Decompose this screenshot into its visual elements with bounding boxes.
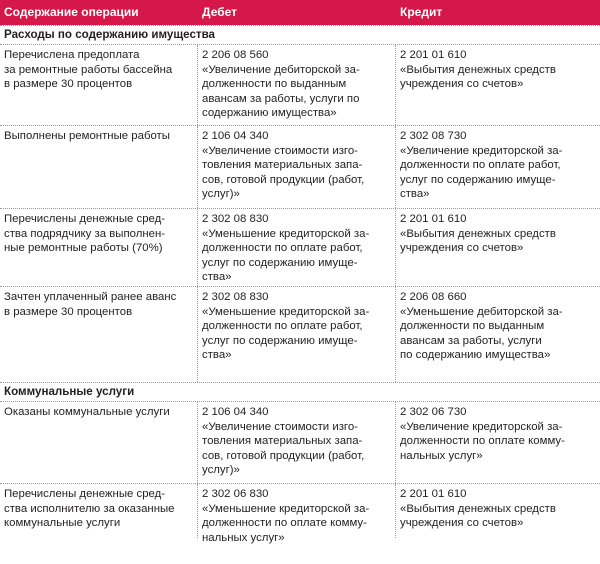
credit-cell: 2 201 01 610 «Выбытия денежных средств учреждения со счетов» bbox=[400, 49, 556, 91]
table-row bbox=[0, 401, 600, 483]
header-operation: Содержание операции bbox=[4, 5, 139, 19]
operation-cell: Перечислены денежные сред- ства подрядчику за выполнен- ные ремонтные работы (70%) bbox=[0, 209, 198, 286]
table-row bbox=[0, 208, 600, 286]
table-header bbox=[0, 0, 600, 25]
debit-cell: 2 302 06 830 «Уменьшение кредиторской за- долженности по оплате комму- нальных услуг» bbox=[198, 484, 396, 538]
debit-cell: 2 206 08 560 «Увеличение дебиторской за- долженности по выданным авансам за работы, услуги по содержанию имущества» bbox=[198, 45, 396, 125]
table-row bbox=[0, 286, 600, 382]
header-debit: Дебет bbox=[202, 5, 238, 19]
credit-cell: 2 201 01 610 «Выбытия денежных средств учреждения со счетов» bbox=[400, 488, 556, 530]
operation-cell: Перечислена предоплата за ремонтные работы бассейна в размере 30 процентов bbox=[0, 45, 198, 125]
operation-cell: Оказаны коммунальные услуги bbox=[0, 402, 198, 483]
operation-cell: Зачтен уплаченный ранее аванс в размере 30 процентов bbox=[0, 287, 198, 382]
operation-cell: Выполнены ремонтные работы bbox=[0, 126, 198, 208]
header-credit: Кредит bbox=[400, 5, 443, 19]
section-title-row bbox=[0, 25, 600, 44]
credit-cell: 2 201 01 610 «Выбытия денежных средств учреждения со счетов» bbox=[400, 213, 556, 255]
debit-cell: 2 106 04 340 «Увеличение стоимости изго- товления материальных запа- сов, готовой продукции (работ, услуг)» bbox=[198, 402, 396, 483]
operation-cell: Перечислены денежные сред- ства исполнителю за оказанные коммунальные услуги bbox=[0, 484, 198, 538]
debit-cell: 2 302 08 830 «Уменьшение кредиторской за- долженности по оплате работ, услуг по содержанию имуще- ства» bbox=[198, 287, 396, 382]
table-row bbox=[0, 125, 600, 208]
section-title-row bbox=[0, 382, 600, 401]
credit-cell: 2 206 08 660 «Уменьшение дебиторской за- долженности по выданным авансам за работы, услуги по содержанию имущества» bbox=[400, 291, 563, 362]
table-row bbox=[0, 44, 600, 125]
table-row bbox=[0, 483, 600, 544]
debit-cell: 2 302 08 830 «Уменьшение кредиторской за- долженности по оплате работ, услуг по содержанию имуще- ства» bbox=[198, 209, 396, 286]
section-title: Расходы по содержанию имущества bbox=[4, 28, 215, 41]
credit-cell: 2 302 06 730 «Увеличение кредиторской за- долженности по оплате комму- нальных услуг» bbox=[400, 406, 565, 462]
credit-cell: 2 302 08 730 «Увеличение кредиторской за- долженности по оплате работ, услуг по содержанию имуще- ства» bbox=[400, 130, 563, 201]
section-title: Коммунальные услуги bbox=[4, 385, 135, 398]
debit-cell: 2 106 04 340 «Увеличение стоимости изго- товления материальных запа- сов, готовой продукции (работ, услуг)» bbox=[198, 126, 396, 208]
